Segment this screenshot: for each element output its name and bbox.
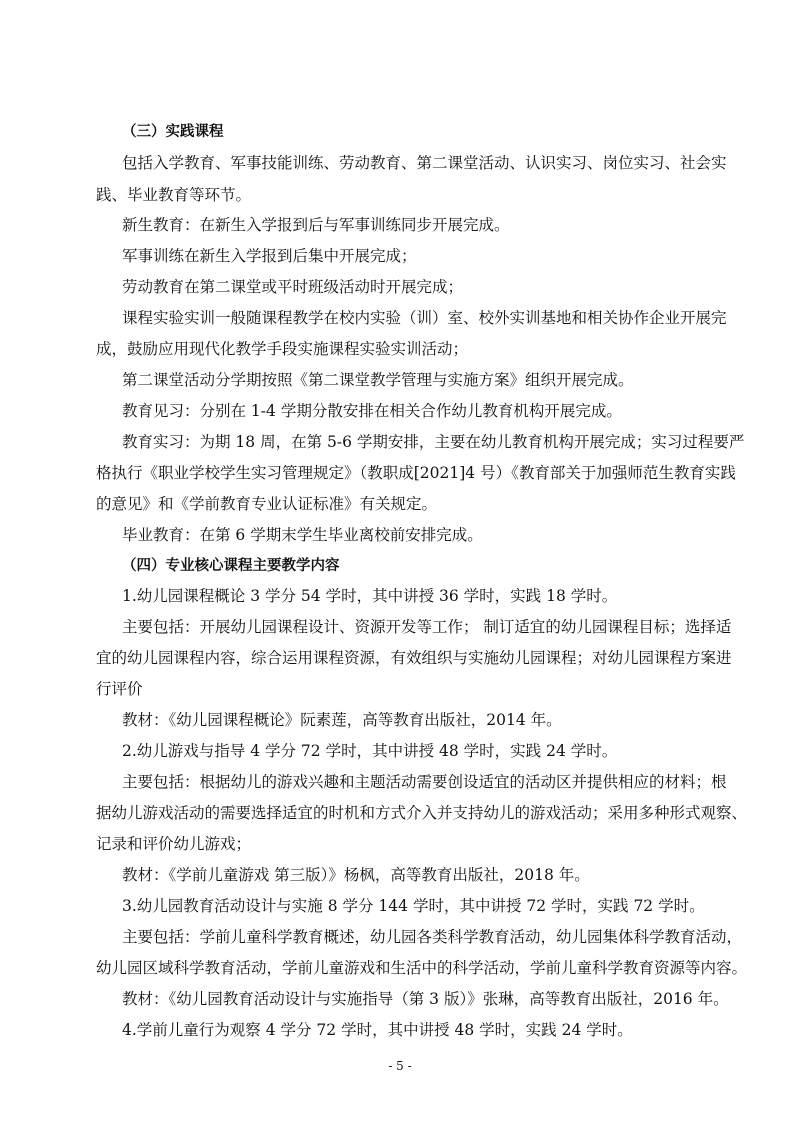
paragraph-line: 宜的幼儿园课程内容，综合运用课程资源，有效组织与实施幼儿园课程；对幼儿园课程方案进 <box>96 649 732 667</box>
paragraph-line: 第二课堂活动分学期按照《第二课堂教学管理与实施方案》组织开展完成。 <box>122 371 634 389</box>
paragraph-line: 行评价 <box>96 680 143 698</box>
section-heading-practice: （三）实践课程 <box>122 124 224 140</box>
textbook-line: 教材：《幼儿园教育活动设计与实施指导（第 3 版）》张琳，高等教育出版社，2016 年。 <box>122 990 729 1008</box>
course-title: 3.幼儿园教育活动设计与实施 8 学分 144 学时，其中讲授 72 学时，实践 72 学时。 <box>122 897 705 915</box>
paragraph-line: 成，鼓励应用现代化教学手段实施课程实验实训活动； <box>96 340 469 358</box>
paragraph-line: 课程实验实训一般随课程教学在校内实验（训）室、校外实训基地和相关协作企业开展完 <box>122 309 727 327</box>
paragraph-line: 记录和评价幼儿游戏； <box>96 835 252 853</box>
paragraph-line: 军事训练在新生入学报到后集中开展完成； <box>122 247 417 265</box>
paragraph-line: 主要包括：学前儿童科学教育概述，幼儿园各类科学教育活动，幼儿园集体科学教育活动， <box>122 928 743 946</box>
textbook-line: 教材：《幼儿园课程概论》阮素莲，高等教育出版社，2014 年。 <box>122 711 562 729</box>
paragraph-line: 据幼儿游戏活动的需要选择适宜的时机和方式介入并支持幼儿的游戏活动；采用多种形式观察、 <box>96 804 748 822</box>
paragraph-line: 新生教育：在新生入学报到后与军事训练同步开展完成。 <box>122 216 510 234</box>
paragraph-line: 毕业教育：在第 6 学期末学生毕业离校前安排完成。 <box>122 526 483 544</box>
paragraph-line: 幼儿园区域科学教育活动，学前儿童游戏和生活中的科学活动，学前儿童科学教育资源等内容。 <box>96 959 748 977</box>
course-title: 2.幼儿游戏与指导 4 学分 72 学时，其中讲授 48 学时，实践 24 学时。 <box>122 742 618 760</box>
paragraph-line: 格执行《职业学校学生实习管理规定》（教职成[2021]4 号）《教育部关于加强师范生教育实践 <box>96 464 736 482</box>
page-number: - 5 - <box>388 1059 412 1073</box>
paragraph-line: 包括入学教育、军事技能训练、劳动教育、第二课堂活动、认识实习、岗位实习、社会实 <box>122 154 727 172</box>
section-heading-core-courses: （四）专业核心课程主要教学内容 <box>122 558 340 574</box>
paragraph-line: 劳动教育在第二课堂或平时班级活动时开展完成； <box>122 278 464 296</box>
course-title: 1.幼儿园课程概论 3 学分 54 学时，其中讲授 36 学时，实践 18 学时。 <box>122 587 618 605</box>
paragraph-line: 教育实习：为期 18 周，在第 5-6 学期安排，主要在幼儿教育机构开展完成；实习过程要严 <box>122 433 745 451</box>
paragraph-line: 践、毕业教育等环节。 <box>96 186 252 204</box>
paragraph-line: 主要包括：根据幼儿的游戏兴趣和主题活动需要创设适宜的活动区并提供相应的材料；根 <box>122 773 727 791</box>
paragraph-line: 主要包括：开展幼儿园课程设计、资源开发等工作； 制订适宜的幼儿园课程目标；选择适 <box>122 618 732 636</box>
paragraph-line: 的意见》和《学前教育专业认证标准》有关规定。 <box>96 495 438 513</box>
textbook-line: 教材：《学前儿童游戏 第三版）》杨枫，高等教育出版社，2018 年。 <box>122 866 590 884</box>
course-title: 4.学前儿童行为观察 4 学分 72 学时，其中讲授 48 学时，实践 24 学时。 <box>122 1021 633 1039</box>
paragraph-line: 教育见习：分别在 1-4 学期分散安排在相关合作幼儿教育机构开展完成。 <box>122 402 622 420</box>
